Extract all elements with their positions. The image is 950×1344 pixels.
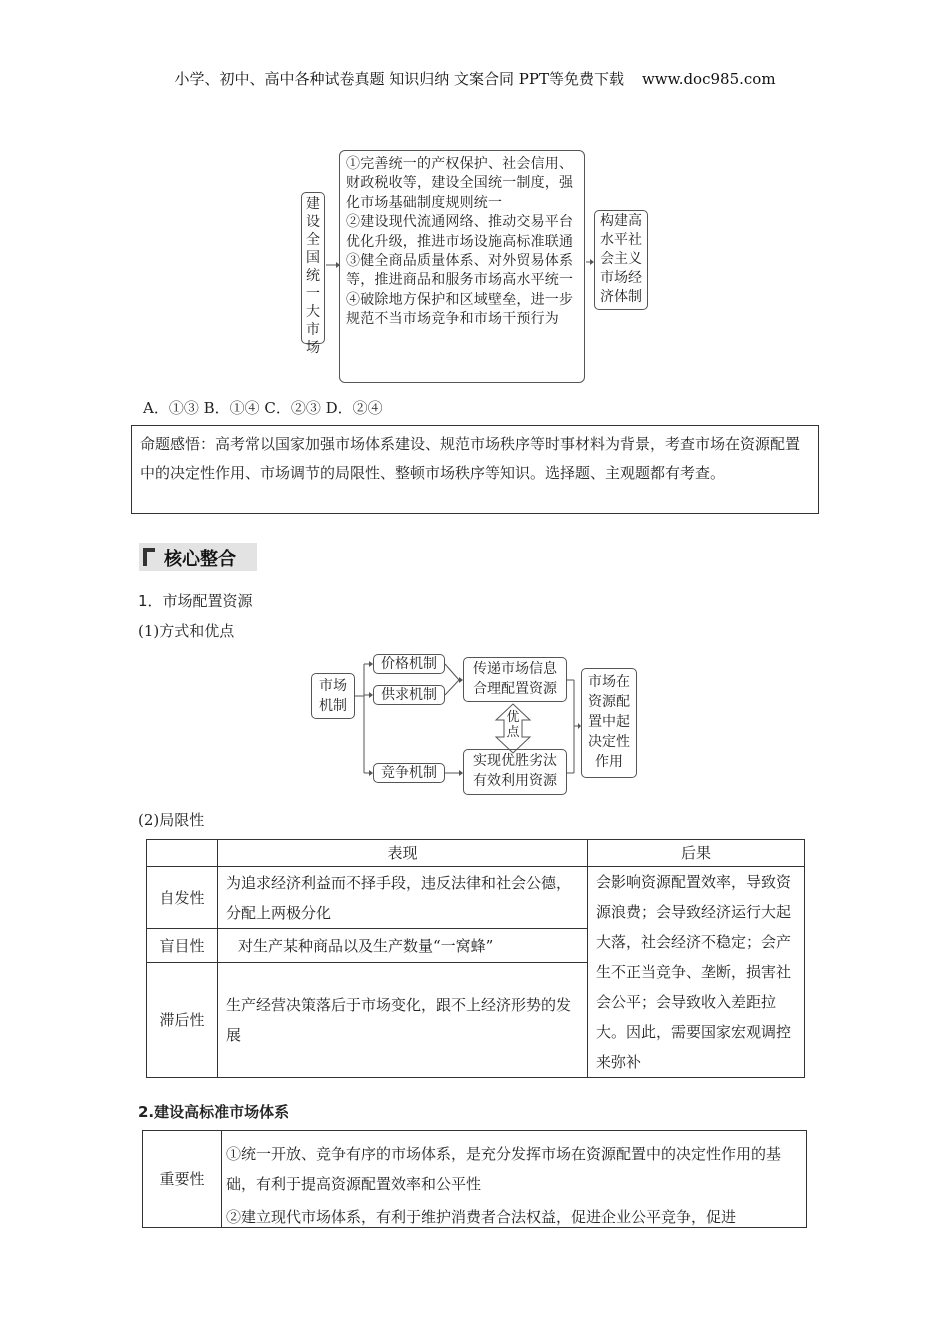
header-text: 小学、初中、高中各种试卷真题 知识归纳 文案合同 PPT等免费下载 [174, 70, 624, 88]
subheading-methods: (1)方式和优点 [138, 622, 235, 640]
market-mechanism-label: 市场 机制 [319, 678, 347, 714]
table-header-cell: 后果 [588, 840, 805, 867]
info-line2: 合理配置资源 [473, 681, 557, 697]
subheading-limitations: (2)局限性 [138, 811, 205, 829]
section-header [139, 543, 257, 571]
limitations-table [146, 839, 805, 1078]
answer-choices: A．①③ B．①④ C．②③ D．②④ [143, 399, 383, 417]
table-row [147, 867, 805, 929]
decisive-role-box [581, 668, 637, 778]
tip-text: 高考常以国家加强市场体系建设、规范市场秩序等时事材料为背景，考查市场在资源配置中的决定性作用、市场调节的局限性、整顿市场秩序等知识。选择题、主观题都有考查。 [140, 435, 801, 482]
row-desc: 对生产某种商品以及生产数量“一窝蜂” [218, 929, 588, 963]
row-name: 自发性 [147, 867, 218, 929]
header-site[interactable]: www.doc985.com [641, 70, 776, 88]
elim-line2: 有效利用资源 [473, 773, 557, 789]
elim-line1: 实现优胜劣汰 [473, 753, 557, 769]
diagram1-item: ③健全商品质量体系、对外贸易体系等，推进商品和服务市场高水平统一 [346, 253, 574, 289]
info-line1: 传递市场信息 [473, 661, 557, 677]
row-desc: ②建立现代市场体系，有利于维护消费者合法权益，促进企业公平竞争，促进 [222, 1207, 807, 1228]
market-mechanism-box [311, 673, 355, 719]
diagram1-result: 构建高水平社会主义市场经济体制 [600, 213, 642, 305]
diagram1-left-label: 建 设 全 国 统 一 大 市 场 [306, 196, 320, 356]
elimination-box [463, 749, 567, 795]
heading-market-system: 2.建设高标准市场体系 [138, 1103, 290, 1121]
table-row [143, 1131, 807, 1207]
diagram1-item: ②建设现代流通网络、推动交易平台优化升级，推进市场设施高标准联通 [346, 214, 574, 250]
price-mechanism-box: 价格机制 [373, 654, 445, 674]
table-row [143, 1207, 807, 1228]
decisive-role-text: 市场在资源配置中起决定性作用 [588, 674, 630, 770]
diagram1-item: ④破除地方保护和区域壁垒，进一步规范不当市场竞争和市场干预行为 [346, 291, 574, 328]
tip-box [131, 425, 819, 514]
table-header-cell: 表现 [218, 840, 588, 867]
table-header-row [147, 840, 805, 867]
row-desc: 为追求经济利益而不择手段，违反法律和社会公德，分配上两极分化 [218, 867, 588, 929]
tip-label: 命题感悟： [140, 435, 216, 453]
row-name: 滞后性 [147, 963, 218, 1078]
supply-demand-mechanism-box: 供求机制 [373, 685, 445, 705]
advantage-label: 优 点 [506, 710, 520, 740]
row-desc: ①统一开放、竞争有序的市场体系，是充分发挥市场在资源配置中的决定性作用的基础，有利于提高资源配置效率和公平性 [222, 1131, 807, 1207]
diagram1-item: ①完善统一的产权保护、社会信用、财政税收等，建设全国统一制度，强化市场基础制度规则统一 [346, 156, 574, 211]
info-allocation-box [463, 657, 567, 702]
row-name: 盲目性 [147, 929, 218, 963]
diagram1-result-box [594, 210, 648, 310]
consequence-cell: 会影响资源配置效率，导致资源浪费；会导致经济运行大起大落，社会经济不稳定；会产生不正当竞争、垄断，损害社会公平；会导致收入差距拉大。因此，需要国家宏观调控来弥补 [588, 867, 805, 1078]
row-desc: 生产经营决策落后于市场变化，跟不上经济形势的发展 [218, 963, 588, 1078]
table-header-cell [147, 840, 218, 867]
row-name: 重要性 [143, 1131, 222, 1228]
competition-mechanism-box: 竞争机制 [373, 763, 445, 783]
diagram1-items-box [339, 150, 585, 383]
market-system-table [142, 1130, 807, 1228]
heading-market-allocation: 1．市场配置资源 [138, 592, 253, 610]
section-title: 核心整合 [164, 549, 236, 570]
